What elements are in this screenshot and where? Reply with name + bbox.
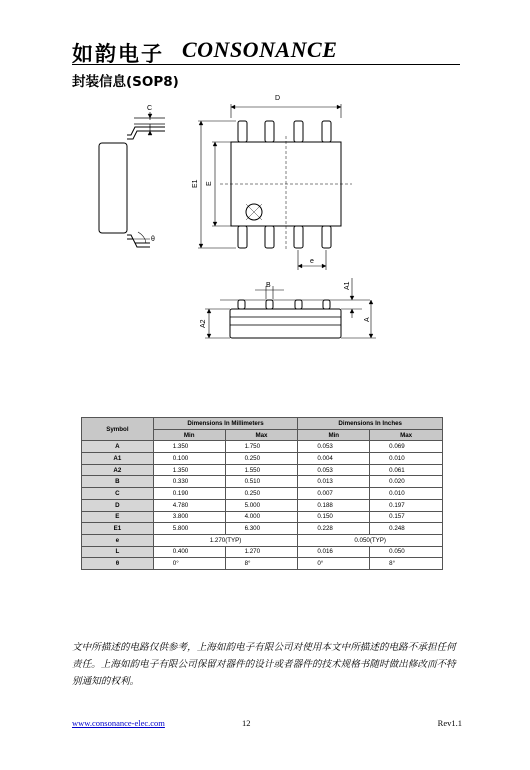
- bottom-pin-3: [294, 226, 303, 248]
- cell-in-min: 0°: [298, 558, 370, 570]
- cell-in-max: 0.050: [370, 546, 443, 558]
- top-pin-2: [265, 121, 274, 142]
- header-mm-min: Min: [153, 429, 225, 441]
- cell-mm-max: 0.250: [225, 488, 298, 500]
- cell-mm-min: 0.190: [153, 488, 225, 500]
- table-row: [82, 511, 443, 523]
- table-row: [82, 546, 443, 558]
- cell-in-min: 0.053: [298, 464, 370, 476]
- table-row: [82, 464, 443, 476]
- label-E: E: [206, 181, 213, 186]
- cell-mm-min: 1.350: [153, 464, 225, 476]
- cell-mm-max: 1.750: [225, 441, 298, 453]
- top-pin-4: [322, 121, 331, 142]
- bottom-pin-4: [322, 226, 331, 248]
- table-row: [82, 499, 443, 511]
- side-view-bottom-lead: [127, 235, 150, 247]
- page-number: 12: [242, 718, 251, 728]
- front-lead-1: [238, 300, 245, 309]
- front-lead-4: [323, 300, 330, 309]
- cell-mm-max: 6.300: [225, 523, 298, 535]
- header-mm-max: Max: [225, 429, 298, 441]
- front-lead-2: [266, 300, 273, 309]
- cell-symbol: e: [82, 534, 154, 546]
- cell-mm-min: 5.800: [153, 523, 225, 535]
- website-link[interactable]: www.consonance-elec.com: [72, 718, 165, 728]
- cell-mm-max: 1.270: [225, 546, 298, 558]
- header-in-min: Min: [298, 429, 370, 441]
- cell-in-max: 0.069: [370, 441, 443, 453]
- brand-english-name: CONSONANCE: [182, 37, 338, 62]
- cell-mm-max: 8°: [225, 558, 298, 570]
- front-lead-3: [295, 300, 302, 309]
- label-D: D: [275, 95, 281, 102]
- cell-in-max: 0.157: [370, 511, 443, 523]
- disclaimer-text: 文中所描述的电路仅供参考，上海如韵电子有限公司对使用本文中所描述的电路不承担任何责任。上海如韵电子有限公司保留对器件的设计或者器件的技术规格书随时做出修改而不特别通知的权利。: [72, 642, 456, 687]
- table-row: [82, 441, 443, 453]
- label-B: B: [266, 282, 271, 289]
- cell-symbol: C: [82, 488, 154, 500]
- page-footer: [72, 718, 462, 732]
- top-pin-1: [238, 121, 247, 142]
- cell-mm-max: 0.510: [225, 476, 298, 488]
- revision-label: Rev1.1: [437, 718, 462, 728]
- cell-symbol: E: [82, 511, 154, 523]
- cell-symbol: B: [82, 476, 154, 488]
- cell-mm-min: 4.780: [153, 499, 225, 511]
- side-view-body: [99, 143, 127, 233]
- cell-symbol: A1: [82, 453, 154, 465]
- cell-symbol: A: [82, 441, 154, 453]
- top-view: [198, 104, 352, 270]
- cell-mm-min: 1.350: [153, 441, 225, 453]
- label-e: e: [310, 258, 314, 265]
- label-A: A: [364, 317, 371, 322]
- cell-in-max: 0.020: [370, 476, 443, 488]
- label-E1: E1: [192, 179, 199, 188]
- side-view: [99, 112, 165, 247]
- cell-in-max: 8°: [370, 558, 443, 570]
- cell-mm-max: 5.000: [225, 499, 298, 511]
- cell-mm-max: 4.000: [225, 511, 298, 523]
- cell-symbol: A2: [82, 464, 154, 476]
- top-pin-3: [294, 121, 303, 142]
- table-header-row: [82, 418, 443, 430]
- table-row: [82, 558, 443, 570]
- cell-in-typ: 0.050(TYP): [298, 534, 443, 546]
- brand-chinese-name: 如韵电子: [72, 41, 164, 66]
- cell-mm-min: 0.400: [153, 546, 225, 558]
- header-symbol: Symbol: [82, 418, 154, 441]
- table-row: [82, 534, 443, 546]
- label-theta: θ: [151, 236, 155, 243]
- table-row: [82, 488, 443, 500]
- cell-mm-max: 1.550: [225, 464, 298, 476]
- table-row: [82, 523, 443, 535]
- side-view-top-lead: [127, 127, 165, 139]
- dimensions-table: [81, 417, 443, 570]
- cell-in-min: 0.188: [298, 499, 370, 511]
- cell-symbol: E1: [82, 523, 154, 535]
- cell-in-min: 0.150: [298, 511, 370, 523]
- table-row: [82, 476, 443, 488]
- header-millimeters: Dimensions In Millimeters: [153, 418, 298, 430]
- label-C: C: [147, 105, 153, 112]
- label-A2: A2: [200, 319, 207, 328]
- cell-mm-min: 0.330: [153, 476, 225, 488]
- cell-symbol: L: [82, 546, 154, 558]
- cell-in-max: 0.248: [370, 523, 443, 535]
- cell-in-min: 0.016: [298, 546, 370, 558]
- front-view-body: [230, 309, 341, 338]
- cell-in-min: 0.013: [298, 476, 370, 488]
- cell-in-min: 0.053: [298, 441, 370, 453]
- section-title: 封装信息(SOP8): [72, 74, 179, 90]
- bottom-pin-2: [265, 226, 274, 248]
- header-inches: Dimensions In Inches: [298, 418, 443, 430]
- cell-in-max: 0.010: [370, 453, 443, 465]
- header-in-max: Max: [370, 429, 443, 441]
- label-A1: A1: [344, 281, 351, 290]
- cell-mm-min: 0°: [153, 558, 225, 570]
- cell-in-min: 0.007: [298, 488, 370, 500]
- cell-mm-min: 3.800: [153, 511, 225, 523]
- cell-symbol: D: [82, 499, 154, 511]
- cell-symbol: θ: [82, 558, 154, 570]
- table-row: [82, 453, 443, 465]
- bottom-pin-1: [238, 226, 247, 248]
- cell-in-max: 0.010: [370, 488, 443, 500]
- cell-in-min: 0.228: [298, 523, 370, 535]
- cell-mm-max: 0.250: [225, 453, 298, 465]
- cell-mm-min: 0.100: [153, 453, 225, 465]
- cell-in-min: 0.004: [298, 453, 370, 465]
- cell-mm-typ: 1.270(TYP): [153, 534, 298, 546]
- cell-in-max: 0.061: [370, 464, 443, 476]
- cell-in-max: 0.197: [370, 499, 443, 511]
